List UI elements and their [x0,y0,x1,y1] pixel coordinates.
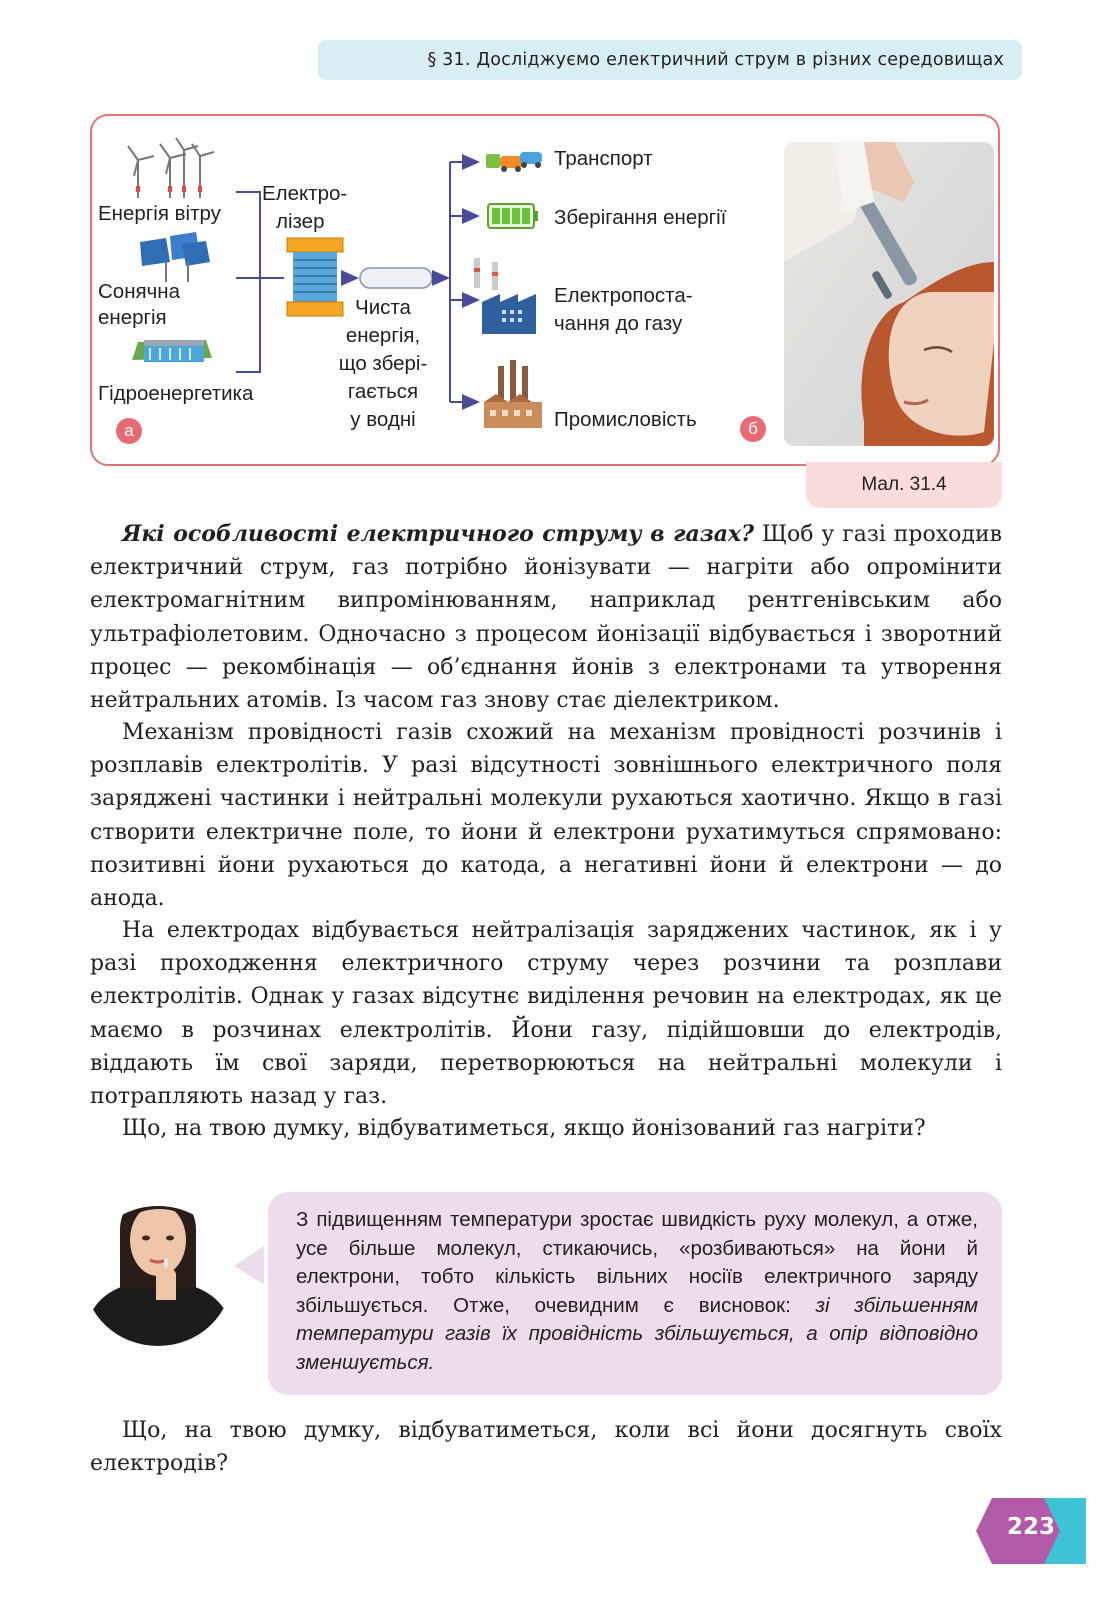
gas-plant-icon [474,258,536,334]
answer-speech-bubble [268,1192,1002,1395]
label-industry: Промисловість [554,408,697,431]
label-solar-energy-2: енергія [98,306,167,329]
paragraph-gases-text: Щоб у газі проходив електричний струм, газ потрібно йонізувати — нагріти або опромінити електромагнітним випромінюванням, наприклад рентгенівським або ультрафіолетовим. Одночасно з процесом йонізації відбувається і зворотний процес — рекомбінація — об’єднання йонів з електронами та утворення нейтральних атомів. Із часом газ знову стає діелектриком. [90,522,1003,714]
label-solar-energy-1: Сонячна [98,280,181,303]
label-electrolyzer-1: Електро- [262,182,348,205]
hydro-dam-icon [132,340,212,362]
page-number: 223 [1006,1514,1055,1540]
bubble-text: З підвищенням температури зростає швидкість руху молекул, а отже, усе більше молекул, стикаючись, «розбиваються» на йони й електрони, тобто кількість вільних носіїв електричного заряду збільшується. Отже, очевидним є висновок: [296,1208,978,1317]
question-ions-reach-electrodes: Що, на твою думку, відбуватиметься, коли всі йони досягнуть своїх електродів? [90,1418,1002,1477]
hydrogen-tank-icon [360,268,432,288]
label-energy-storage: Зберігання енергії [554,206,727,229]
running-header: § 31. Досліджуємо електричний струм в різних середовищах [318,40,1022,80]
paragraph-gases [90,518,1002,717]
cosmetology-photo [784,142,994,446]
label-electrolyzer-2: лізер [276,210,325,233]
transport-icon [486,152,542,172]
question-heating: Що, на твою думку, відбуватиметься, якщо йонізований газ нагріти? [122,1116,926,1141]
battery-icon [488,204,538,228]
label-wind-energy: Енергія вітру [98,202,221,225]
label-hydropower: Гідроенергетика [98,382,254,405]
figure-caption: Мал. 31.4 [806,462,1002,508]
factory-icon [484,360,542,428]
solar-panel-icon [140,232,210,282]
label-clean-energy: Чиста енергія, що збері- гається у водні [338,296,428,431]
paragraph-lead-question: Які особливості електричного струму в газах? [122,521,755,547]
paragraph-mechanism: Механізм провідності газів схожий на механізм провідності розчинів і розплавів електролітів. У разі відсутності зовнішнього електричного поля заряджені частинки і нейтральні молекули рухаються хаотично. Якщо в газі створити електричне поле, то йони й електрони рухатимуться спрямовано: позитивні йони рухаються до катода, а негативні йони й електрони — до анода. [90,720,1002,912]
paragraph-electrodes: На електродах відбувається нейтралізація заряджених частинок, як і у разі проходження електричного струму через розчини та розплави електролітів. Однак у газах відсутнє виділення речовин на електродах, як це маємо в розчинах електролітів. Йони газу, підійшовши до електродів, віддають їм свої заряди, перетворюються на нейтральні молекули і потрапляють назад у газ. [90,918,1002,1110]
photo-illustration [784,142,994,446]
badge-b: б [740,416,766,442]
bubble-conclusion: зі збільшенням температури газів їх провідність збільшується, а опір відповідно зменшується. [296,1293,978,1374]
label-gas-supply-2: чання до газу [554,312,683,335]
label-gas-supply-1: Електропоста- [554,284,693,307]
student-avatar [84,1170,264,1346]
label-transport: Транспорт [554,147,653,170]
badge-a: а [116,418,142,444]
